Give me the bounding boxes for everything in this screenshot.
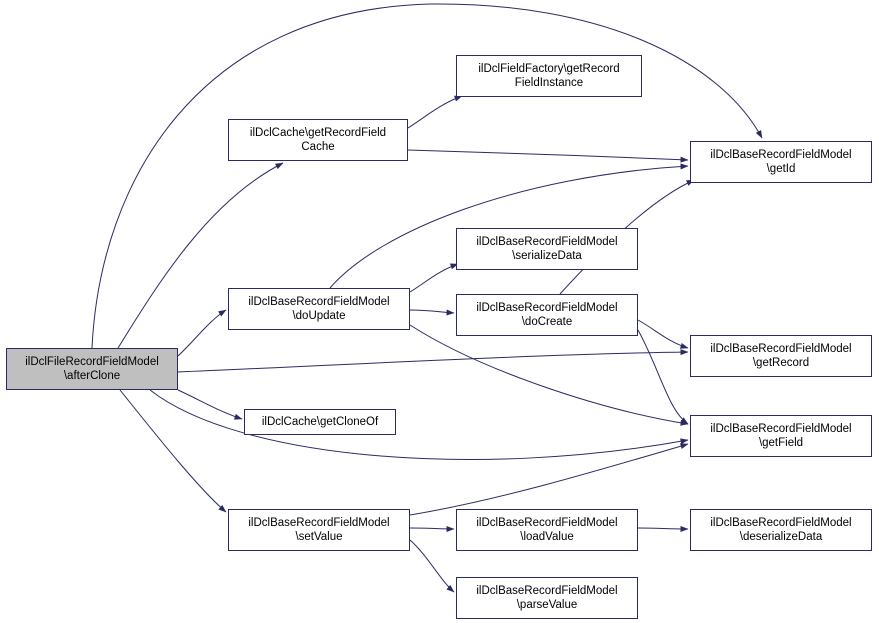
- graph-node-label: ilDclCache\getCloneOf: [261, 416, 379, 428]
- graph-node-afterClone[interactable]: [6, 348, 178, 390]
- graph-node-label: ilDclBaseRecordFieldModel: [710, 343, 852, 355]
- graph-edge-getRecordFieldCache-to-getId: [408, 150, 688, 160]
- graph-edge-doUpdate-to-serializeData: [410, 264, 458, 292]
- graph-edge-afterClone-to-getId: [92, 4, 762, 348]
- graph-node-label: ilDclBaseRecordFieldModel: [248, 517, 390, 529]
- graph-node-label: ilDclBaseRecordFieldModel: [710, 149, 852, 161]
- graph-edge-loadValue-to-deserializeData: [638, 528, 688, 529]
- graph-edge-setValue-to-getField: [410, 444, 688, 515]
- graph-edge-doCreate-to-getField: [638, 330, 688, 424]
- graph-node-label: \serializeData: [512, 250, 582, 262]
- graph-node-label: \setValue: [295, 531, 343, 543]
- graph-node-setValue[interactable]: [228, 509, 410, 551]
- graph-node-label: ilDclBaseRecordFieldModel: [476, 236, 618, 248]
- graph-node-label: \loadValue: [520, 531, 574, 543]
- graph-node-getField[interactable]: [690, 415, 872, 457]
- graph-node-deserializeData[interactable]: [690, 509, 872, 551]
- graph-node-getRecordFieldInstance[interactable]: [456, 55, 642, 97]
- graph-node-label: \getId: [766, 163, 796, 175]
- graph-node-label: ilDclBaseRecordFieldModel: [248, 296, 390, 308]
- graph-node-label: ilDclBaseRecordFieldModel: [476, 585, 618, 597]
- graph-edge-afterClone-to-doUpdate: [178, 310, 226, 356]
- graph-node-doCreate[interactable]: [456, 294, 638, 336]
- graph-edge-getRecordFieldCache-to-getRecordFieldInstance: [408, 96, 462, 128]
- graph-node-label: \afterClone: [63, 370, 121, 382]
- graph-node-loadValue[interactable]: [456, 509, 638, 551]
- graph-edge-doUpdate-to-doCreate: [410, 310, 454, 313]
- graph-edge-afterClone-to-getCloneOf: [178, 390, 242, 419]
- graph-node-label: ilDclCache\getRecordField: [249, 127, 387, 139]
- graph-node-parseValue[interactable]: [456, 577, 638, 619]
- graph-node-label: ilDclBaseRecordFieldModel: [476, 302, 618, 314]
- graph-node-label: Cache: [301, 141, 335, 153]
- graph-edge-doCreate-to-getRecord: [638, 320, 688, 348]
- graph-node-doUpdate[interactable]: [228, 288, 410, 330]
- graph-node-label: \doUpdate: [292, 310, 346, 322]
- graph-edge-setValue-to-loadValue: [410, 528, 454, 529]
- graph-node-serializeData[interactable]: [456, 228, 638, 270]
- graph-edge-afterClone-to-getRecord: [178, 352, 688, 372]
- graph-edge-afterClone-to-setValue: [120, 390, 226, 512]
- graph-node-label: ilDclBaseRecordFieldModel: [710, 423, 852, 435]
- graph-node-label: ilDclBaseRecordFieldModel: [710, 517, 852, 529]
- graph-node-getRecordFieldCache[interactable]: [228, 119, 408, 161]
- graph-edge-afterClone-to-getField: [150, 390, 688, 459]
- graph-node-label: FieldInstance: [514, 77, 584, 89]
- graph-node-getRecord[interactable]: [690, 335, 872, 377]
- graph-edge-setValue-to-parseValue: [410, 540, 454, 592]
- graph-node-label: \doCreate: [521, 316, 573, 328]
- graph-node-label: ilDclFileRecordFieldModel: [25, 356, 159, 368]
- graph-node-label: \deserializeData: [739, 531, 823, 543]
- graph-node-label: ilDclBaseRecordFieldModel: [476, 517, 618, 529]
- graph-node-getId[interactable]: [690, 141, 872, 183]
- graph-node-label: \getRecord: [752, 357, 810, 369]
- edges: [92, 4, 762, 592]
- graph-edge-doUpdate-to-getField: [410, 325, 688, 424]
- graph-node-label: ilDclFieldFactory\getRecord: [478, 63, 620, 75]
- graph-node-getCloneOf[interactable]: [244, 409, 396, 435]
- graph-node-label: \parseValue: [516, 599, 578, 611]
- graph-node-label: \getField: [758, 437, 804, 449]
